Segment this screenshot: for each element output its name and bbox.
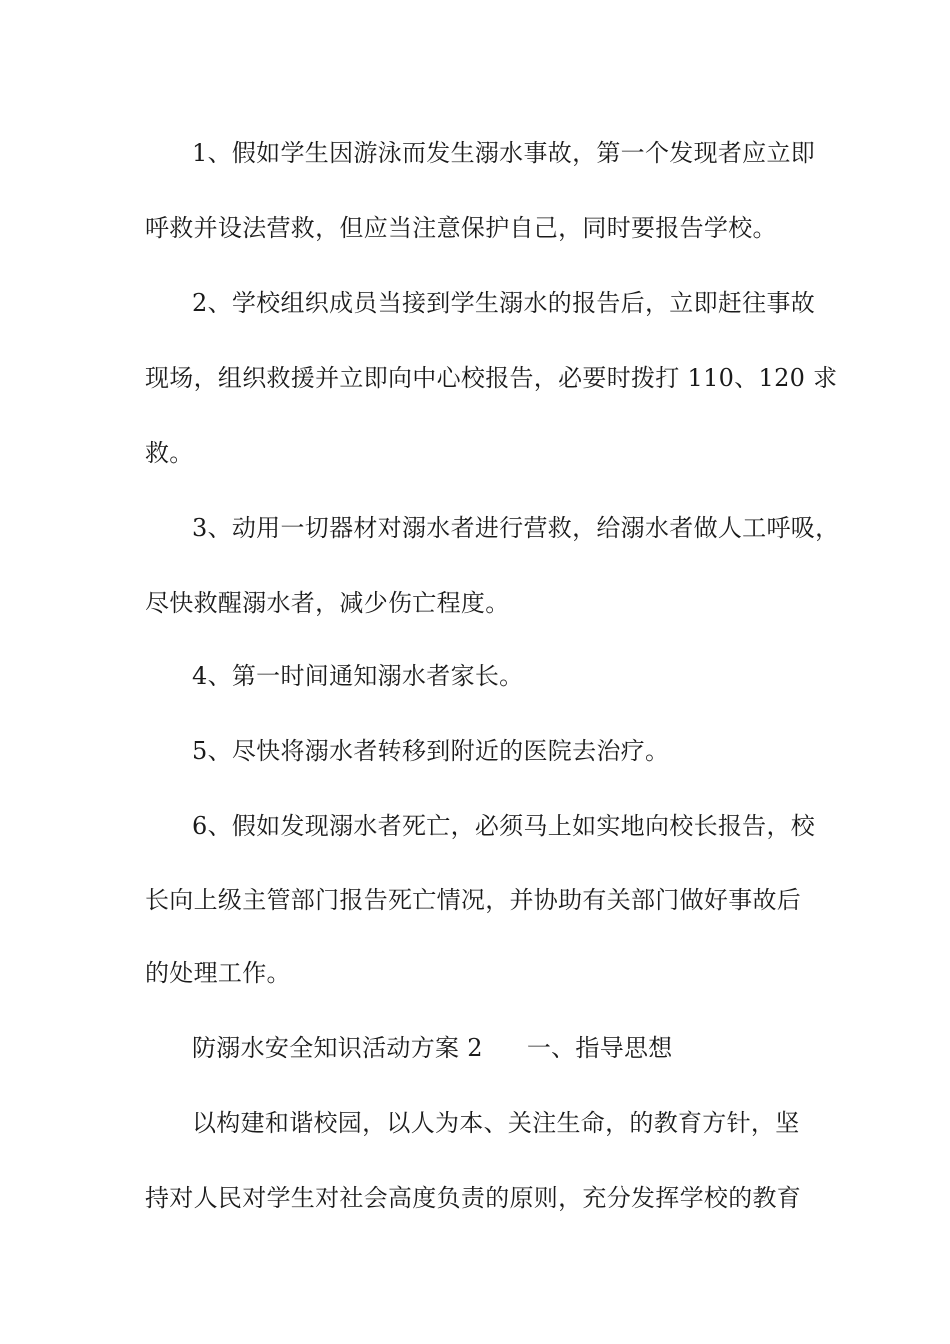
heading-title: 防溺水安全知识活动方案 2 (192, 1034, 483, 1062)
paragraph-line: 2、学校组织成员当接到学生溺水的报告后，立即赶往事故 (192, 289, 816, 317)
paragraph-line: 救。 (145, 439, 194, 467)
paragraph-line: 4、第一时间通知溺水者家长。 (192, 662, 524, 690)
paragraph-line: 持对人民对学生对社会高度负责的原则，充分发挥学校的教育 (145, 1184, 802, 1212)
paragraph-line: 尽快救醒溺水者，减少伤亡程度。 (145, 589, 510, 617)
paragraph-line: 长向上级主管部门报告死亡情况，并协助有关部门做好事故后 (145, 886, 802, 914)
paragraph-line: 呼救并设法营救，但应当注意保护自己，同时要报告学校。 (145, 214, 777, 242)
paragraph-line: 现场，组织救援并立即向中心校报告，必要时拨打 110、120 求 (145, 364, 838, 392)
section-heading (192, 1032, 673, 1064)
heading-section: 一、指导思想 (526, 1034, 673, 1062)
paragraph-line: 的处理工作。 (145, 959, 291, 987)
paragraph-line: 1、假如学生因游泳而发生溺水事故，第一个发现者应立即 (192, 139, 816, 167)
paragraph-line: 3、动用一切器材对溺水者进行营救，给溺水者做人工呼吸， (192, 514, 840, 542)
paragraph-line: 5、尽快将溺水者转移到附近的医院去治疗。 (192, 737, 670, 765)
paragraph-line: 6、假如发现溺水者死亡，必须马上如实地向校长报告，校 (192, 812, 816, 840)
paragraph-line: 以构建和谐校园，以人为本、关注生命，的教育方针，坚 (192, 1109, 800, 1137)
